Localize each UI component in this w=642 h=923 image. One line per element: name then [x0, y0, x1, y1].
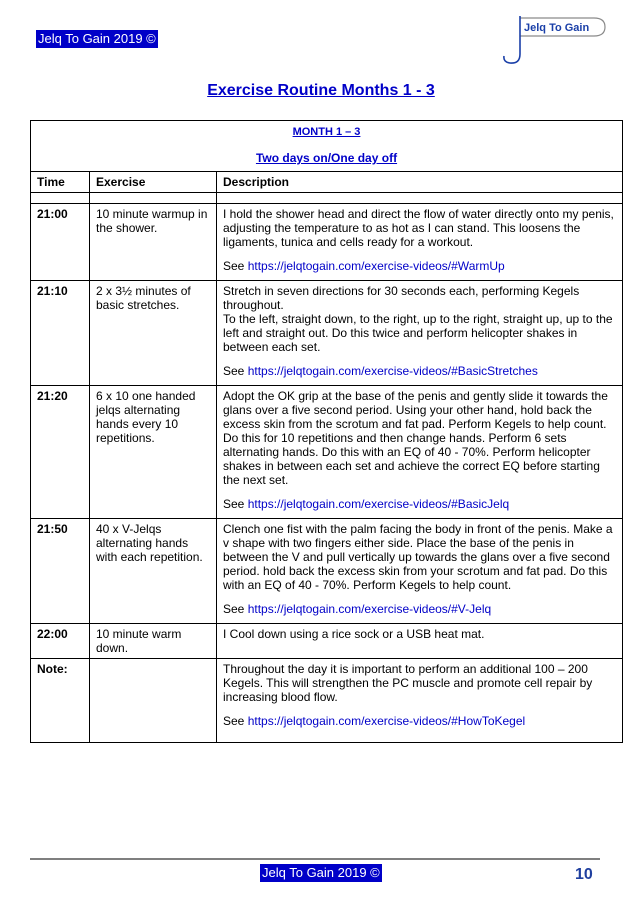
row-description [217, 519, 623, 624]
see-line [223, 602, 616, 616]
page-number: 10 [575, 866, 593, 883]
routine-table [30, 120, 623, 743]
exercise-video-link[interactable]: https://jelqtogain.com/exercise-videos/#WarmUp [247, 259, 505, 273]
column-header-description: Description [217, 172, 623, 193]
row-exercise: 10 minute warmup in the shower. [90, 204, 217, 281]
row-exercise: 40 x V-Jelqs alternating hands with each repetition. [90, 519, 217, 624]
row-time: 21:00 [31, 204, 90, 281]
row-time: 22:00 [31, 624, 90, 659]
row-exercise: 10 minute warm down. [90, 624, 217, 659]
row-description [217, 659, 623, 743]
exercise-video-link[interactable]: https://jelqtogain.com/exercise-videos/#BasicJelq [247, 497, 510, 511]
description-paragraph: I hold the shower head and direct the flow of water directly onto my penis, adjusting the temperature to as hot as I can stand. This loosens the ligaments, tunica and cells ready for a workout. [223, 207, 614, 249]
table-row [31, 386, 623, 519]
footer-brand-label: Jelq To Gain 2019 © [262, 865, 380, 880]
see-line [223, 364, 616, 378]
row-description [217, 204, 623, 281]
row-description [217, 624, 623, 659]
description-paragraph: Clench one fist with the palm facing the body in front of the penis. Make a v shape with two fingers either side. Place the base of the penis in between the V and pull vertically up towards the glans over a five second period. hold back the excess skin from your scrotum and fat pad. Do this with an EQ of 40 - 70%. Perform Kegels to help count. [223, 522, 613, 592]
row-time: 21:20 [31, 386, 90, 519]
description-paragraph: Stretch in seven directions for 30 seconds each, performing Kegels throughout. [223, 284, 580, 312]
table-row [31, 204, 623, 281]
header-brand-label: Jelq To Gain 2019 © [38, 31, 156, 46]
table-row [31, 281, 623, 386]
logo-text: Jelq To Gain [524, 22, 590, 34]
table-row [31, 624, 623, 659]
month-header-cell [31, 121, 623, 172]
see-label: See [223, 364, 245, 378]
column-header-exercise: Exercise [90, 172, 217, 193]
table-row [31, 519, 623, 624]
exercise-video-link[interactable]: https://jelqtogain.com/exercise-videos/#V-Jelq [247, 602, 492, 616]
see-label: See [223, 259, 245, 273]
row-description [217, 281, 623, 386]
row-exercise [90, 659, 217, 743]
description-paragraph: Throughout the day it is important to perform an additional 100 – 200 Kegels. This will strengthen the PC muscle and promote cell repair by increasing blood flow. [223, 662, 593, 704]
month-label: MONTH 1 – 3 [292, 126, 361, 138]
month-header-row [31, 121, 623, 172]
description-paragraph: To the left, straight down, to the right, up to the right, straight up, up to the left and straight out. Do this twice and perform helicopter shakes in between each set. [223, 312, 613, 354]
exercise-video-link[interactable]: https://jelqtogain.com/exercise-videos/#BasicStretches [247, 364, 538, 378]
row-exercise: 6 x 10 one handed jelqs alternating hands every 10 repetitions. [90, 386, 217, 519]
row-exercise: 2 x 3½ minutes of basic stretches. [90, 281, 217, 386]
see-label: See [223, 497, 245, 511]
row-time: 21:50 [31, 519, 90, 624]
table-row [31, 659, 623, 743]
see-line [223, 497, 616, 511]
column-header-time: Time [31, 172, 90, 193]
spacer-row [31, 193, 623, 204]
see-line [223, 259, 616, 273]
footer-rule [30, 858, 600, 860]
schedule-label: Two days on/One day off [255, 151, 398, 165]
see-label: See [223, 602, 245, 616]
see-label: See [223, 714, 245, 728]
column-header-row [31, 172, 623, 193]
brand-logo [498, 14, 610, 66]
row-time: Note: [31, 659, 90, 743]
exercise-video-link[interactable]: https://jelqtogain.com/exercise-videos/#HowToKegel [247, 714, 526, 728]
page-title: Exercise Routine Months 1 - 3 [207, 82, 435, 99]
row-description [217, 386, 623, 519]
description-paragraph: I Cool down using a rice sock or a USB heat mat. [223, 627, 485, 641]
see-line [223, 714, 616, 728]
description-paragraph: Adopt the OK grip at the base of the penis and gently slide it towards the glans over a five second period. Using your other hand, hold back the excess skin from the scrotum and fat pad. Perform Kegels to help count. Do this for 10 repetitions and then change hands. Perform 6 sets alternating hands. Do this with an EQ of 40 - 70%. Perform helicopter shakes in between each set and achieve the correct EQ before starting the next set. [223, 389, 608, 487]
page-title-wrap [0, 82, 642, 100]
row-time: 21:10 [31, 281, 90, 386]
